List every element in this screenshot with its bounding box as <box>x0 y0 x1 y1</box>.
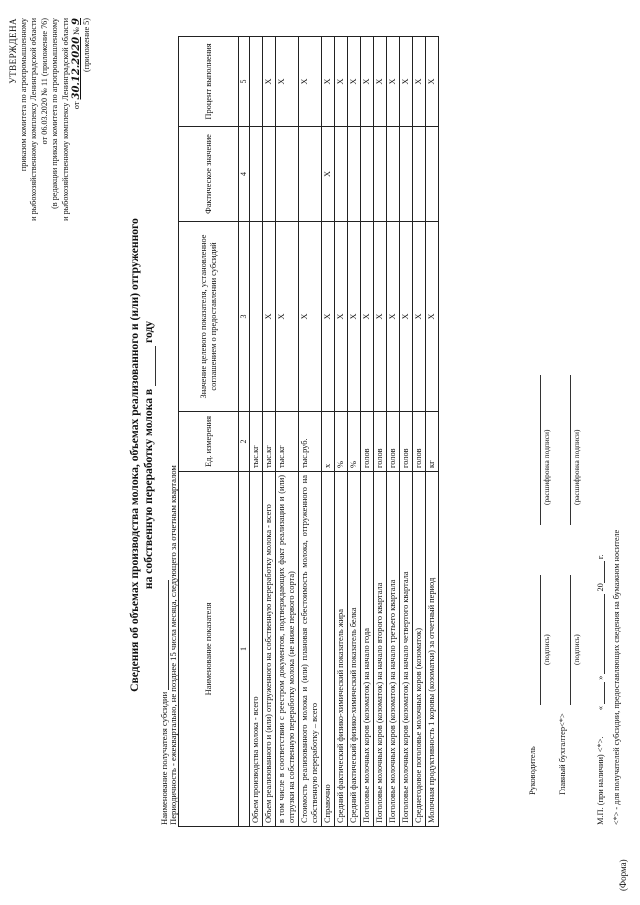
director-signature-caption: (подпись) <box>542 634 551 665</box>
row-unit: голов <box>361 412 374 472</box>
table-header-row <box>179 37 239 827</box>
table-row <box>263 37 276 827</box>
row-target-value: X <box>322 222 335 412</box>
row-target-value: X <box>387 222 400 412</box>
table-row <box>374 37 387 827</box>
row-indicator-name: в том числе в соответствии с реестром документов, подтверждающих факт реализации и (или) отгрузки на собственную переработку молока (не ниже первого сорта) <box>276 472 299 827</box>
row-unit: тыс.кг <box>263 412 276 472</box>
row-unit: % <box>348 412 361 472</box>
accountant-decoding-caption: (расшифровка подписи) <box>572 429 581 505</box>
table-body <box>239 37 439 827</box>
approval-line: приказом комитета по агропромышленному <box>18 18 28 172</box>
row-percent: X <box>400 37 413 127</box>
row-unit: голов <box>413 412 426 472</box>
table-row <box>361 37 374 827</box>
header-percent: Процент выполнения <box>179 37 239 127</box>
date-year-field[interactable] <box>594 561 605 583</box>
table-row <box>322 37 335 827</box>
row-target-value: X <box>276 222 299 412</box>
recipient-label: Наименование получателя субсидии <box>159 691 169 825</box>
table-row <box>348 37 361 827</box>
row-indicator-name: Молочная продуктивность 1 коровы (козоматки) за отчетный период <box>426 472 439 827</box>
row-actual-value[interactable] <box>361 127 374 222</box>
row-percent: X <box>387 37 400 127</box>
accountant-signature-line[interactable] <box>570 575 571 705</box>
approval-line: (в редакции приказа комитета по агропромышленному <box>50 18 60 209</box>
indicators-table <box>178 36 439 827</box>
row-actual-value[interactable] <box>263 127 276 222</box>
row-unit: голов <box>374 412 387 472</box>
row-actual-value[interactable] <box>250 127 263 222</box>
row-target-value: X <box>426 222 439 412</box>
periodicity-text: Периодичность - ежеквартально, не позднее 15 числа месяца, следующего за отчетным кварталом <box>168 465 178 825</box>
row-unit: тыс.кг <box>250 412 263 472</box>
row-unit: голов <box>387 412 400 472</box>
row-unit: голов <box>400 412 413 472</box>
row-actual-value[interactable] <box>299 127 322 222</box>
row-indicator-name: Средний фактический физико-химический показатель белка <box>348 472 361 827</box>
row-target-value: X <box>400 222 413 412</box>
year-blank[interactable] <box>145 346 156 386</box>
document-title <box>128 125 156 785</box>
accountant-decoding-line[interactable] <box>570 375 571 525</box>
column-number: 1 <box>239 472 250 827</box>
director-label: Руководитель <box>528 746 537 795</box>
header-indicator-name: Наименование показателя <box>179 472 239 827</box>
row-actual-value[interactable] <box>335 127 348 222</box>
approval-date-line <box>72 18 83 288</box>
handwritten-date: 30.12.2020 <box>70 36 82 100</box>
row-actual-value[interactable] <box>400 127 413 222</box>
row-percent: X <box>348 37 361 127</box>
row-actual-value[interactable] <box>276 127 299 222</box>
row-actual-value[interactable] <box>413 127 426 222</box>
row-percent: X <box>276 37 299 127</box>
row-actual-value[interactable] <box>348 127 361 222</box>
accountant-label: Главный бухгалтер<*> <box>558 713 567 795</box>
title-line-1: Сведения об объемах производства молока, объемах реализованного и (или) отгруженного <box>128 218 141 692</box>
column-number: 3 <box>239 222 250 412</box>
date-month-field[interactable] <box>594 594 605 674</box>
table-row <box>413 37 426 827</box>
column-number: 2 <box>239 412 250 472</box>
row-percent: X <box>426 37 439 127</box>
row-percent: X <box>413 37 426 127</box>
column-number: 5 <box>239 37 250 127</box>
row-indicator-name: Среднегодовое поголовье молочных коров (козоматок) <box>413 472 426 827</box>
row-target-value: X <box>263 222 276 412</box>
table-row <box>250 37 263 827</box>
row-percent[interactable] <box>250 37 263 127</box>
stamp-and-date-line: М.П. (при наличии) <*>. « » 20 г. <box>596 554 605 825</box>
row-indicator-name: Средний фактический физико-химический показатель жира <box>335 472 348 827</box>
director-decoding-caption: (расшифровка подписи) <box>542 429 551 505</box>
row-percent: X <box>361 37 374 127</box>
row-actual-value: X <box>322 127 335 222</box>
approval-heading: УТВЕРЖДЕНА <box>8 18 18 84</box>
row-target-value[interactable] <box>250 222 263 412</box>
column-number-row <box>239 37 250 827</box>
row-target-value: X <box>374 222 387 412</box>
row-unit: тыс.руб. <box>299 412 322 472</box>
stamp-label: М.П. (при наличии) <*>. <box>596 736 605 825</box>
row-indicator-name: Поголовье молочных коров (козоматок) на начало третьего квартала <box>387 472 400 827</box>
row-actual-value[interactable] <box>374 127 387 222</box>
form-label: (Форма) <box>618 859 628 891</box>
footnote: <*> - для получателей субсидии, предоставляющих сведения на бумажном носителе <box>612 529 621 825</box>
approval-line: и рыбохозяйственному комплексу Ленинградской области <box>60 18 70 221</box>
table-row <box>400 37 413 827</box>
row-percent: X <box>299 37 322 127</box>
row-percent: X <box>263 37 276 127</box>
director-decoding-line[interactable] <box>540 375 541 525</box>
header-target-value: Значение целевого показателя, установленное соглашением о предоставлении субсидий <box>179 222 239 412</box>
table-row <box>387 37 400 827</box>
table-row <box>299 37 322 827</box>
row-actual-value[interactable] <box>426 127 439 222</box>
row-target-value: X <box>413 222 426 412</box>
row-unit: кг <box>426 412 439 472</box>
approval-line: и рыбохозяйственному комплексу Ленинградской области <box>29 18 39 221</box>
title-line-2: на собственную переработку молока в году <box>142 320 155 590</box>
row-actual-value[interactable] <box>387 127 400 222</box>
row-indicator-name: Поголовье молочных коров (козоматок) на начало второго квартала <box>374 472 387 827</box>
header-unit: Ед. измерения <box>179 412 239 472</box>
row-percent: X <box>374 37 387 127</box>
header-actual-value: Фактическое значение <box>179 127 239 222</box>
row-indicator-name: Справочно <box>322 472 335 827</box>
appendix-note: (приложение 5) <box>82 18 92 73</box>
accountant-signature-caption: (подпись) <box>572 634 581 665</box>
row-unit: % <box>335 412 348 472</box>
row-indicator-name: Стоимость реализованного молока и (или) плановая себестоимость молока, отгруженного на собственную переработку – всего <box>299 472 322 827</box>
row-indicator-name: Объем реализованного и (или) отгруженного на собственную переработку молока - всего <box>263 472 276 827</box>
row-target-value: X <box>299 222 322 412</box>
row-target-value: X <box>335 222 348 412</box>
approval-block <box>8 18 93 288</box>
approval-line: от 06.03.2020 № 11 (приложение 76) <box>39 18 49 145</box>
row-indicator-name: Поголовье молочных коров (козоматок) на начало года <box>361 472 374 827</box>
row-indicator-name: Объем производства молока - всего <box>250 472 263 827</box>
row-indicator-name: Поголовье молочных коров (козоматок) на начало четвертого квартала <box>400 472 413 827</box>
row-unit: тыс.кг <box>276 412 299 472</box>
row-target-value: X <box>348 222 361 412</box>
row-unit: x <box>322 412 335 472</box>
table-row <box>276 37 299 827</box>
row-percent: X <box>322 37 335 127</box>
date-day-field[interactable] <box>594 682 605 704</box>
number-prefix: № <box>71 27 81 35</box>
row-target-value: X <box>361 222 374 412</box>
column-number: 4 <box>239 127 250 222</box>
row-percent: X <box>335 37 348 127</box>
director-signature-line[interactable] <box>540 575 541 705</box>
table-row <box>335 37 348 827</box>
table-row <box>426 37 439 827</box>
handwritten-number: 9 <box>70 18 82 25</box>
date-prefix: от <box>71 101 81 110</box>
